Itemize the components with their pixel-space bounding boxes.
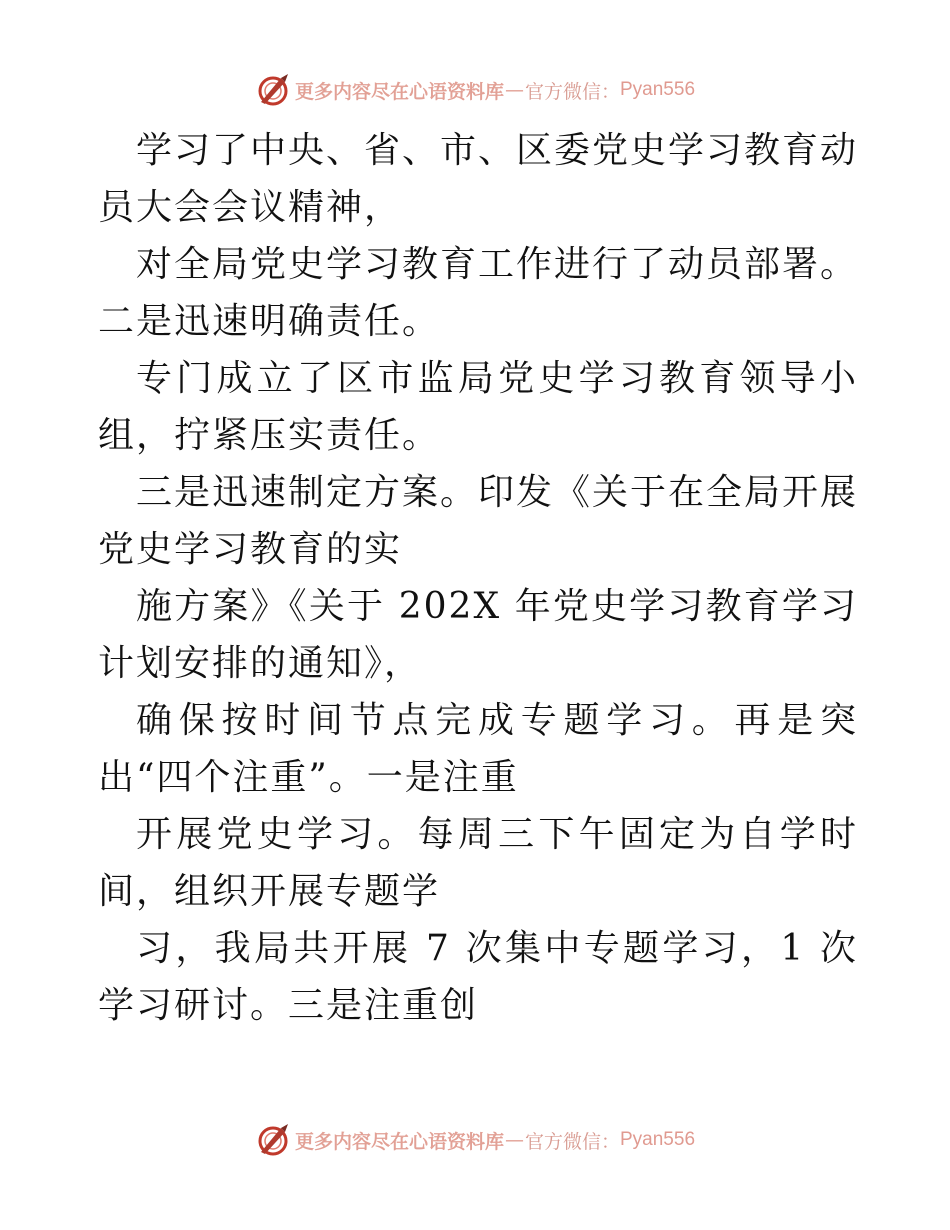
watermark-dash: —: [504, 1129, 524, 1151]
watermark-wechat-id: Pyan556: [620, 1129, 696, 1150]
quill-logo-icon: [255, 72, 291, 108]
document-body: [98, 122, 858, 1034]
paragraph: 习，我局共开展 7 次集中专题学习，1 次学习研讨。三是注重创: [98, 928, 858, 1026]
watermark-label: 官方微信：: [524, 80, 620, 103]
watermark-wechat-id: Pyan556: [620, 79, 696, 100]
paragraph: 专门成立了区市监局党史学习教育领导小组，拧紧压实责任。: [98, 358, 858, 456]
watermark-label: 官方微信：: [524, 1130, 620, 1153]
paragraph: 学习了中央、省、市、区委党史学习教育动员大会会议精神，: [98, 130, 859, 228]
watermark-main-text: 更多内容尽在心语资料库: [294, 1130, 504, 1153]
paragraph: 对全局党史学习教育工作进行了动员部署。二是迅速明确责任。: [98, 244, 859, 342]
paragraph: 三是迅速制定方案。印发《关于在全局开展党史学习教育的实: [98, 472, 859, 570]
quill-logo-icon: [255, 1122, 291, 1158]
header-watermark: [0, 70, 950, 110]
footer-watermark: [0, 1120, 950, 1160]
paragraph: 施方案》《关于 202X 年党史学习教育学习计划安排的通知》，: [98, 586, 858, 684]
paragraph: 确保按时间节点完成专题学习。再是突出“四个注重”。一是注重: [98, 700, 858, 798]
watermark-main-text: 更多内容尽在心语资料库: [294, 80, 504, 103]
watermark-dash: —: [504, 79, 524, 101]
paragraph: 开展党史学习。每周三下午固定为自学时间，组织开展专题学: [98, 814, 858, 912]
